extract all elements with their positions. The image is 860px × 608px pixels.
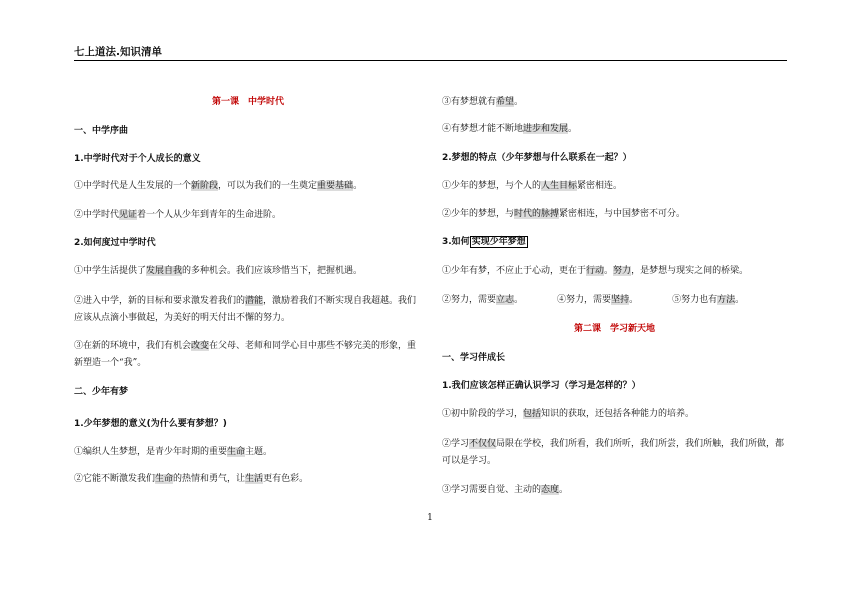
dream-traits-heading: 2.梦想的特点（少年梦想与什么联系在一起？） xyxy=(442,153,632,163)
dream-point-3: ③有梦想就有希望。 xyxy=(442,97,524,107)
effort-point-2: ②努力，需要立志。 xyxy=(442,295,524,305)
lesson-2-title: 第二课 学习新天地 xyxy=(573,324,655,334)
boxed-phrase: 实现少年梦想 xyxy=(471,237,526,247)
page-number: 1 xyxy=(427,513,433,523)
document-header-title: 七上道法.知识清单 xyxy=(74,46,162,58)
q1-point-1: ①中学时代是人生发展的一个新阶段，可以为我们的一生奠定重要基础。 xyxy=(74,181,363,191)
learning-point-2: ②学习不仅仅局限在学校，我们所看，我们所听，我们所尝，我们所触，我们所做，都可以是学习。 xyxy=(442,439,785,466)
question-3-heading: 1.少年梦想的意义(为什么要有梦想？) xyxy=(74,419,227,429)
effort-points xyxy=(442,293,787,308)
learning-point-1: ①初中阶段的学习，包括知识的获取，还包括各种能力的培养。 xyxy=(442,409,695,419)
dream-point-4: ④有梦想才能不断地进步和发展。 xyxy=(442,124,578,134)
q2-point-2: ②进入中学，新的目标和要求激发着我们的潜能，激励着我们不断实现自我超越。我们应该从点滴小事做起，为美好的明天付出不懈的努力。 xyxy=(74,296,417,323)
header-divider xyxy=(74,60,787,61)
effort-point-5: ⑤努力也有方法。 xyxy=(672,295,745,305)
learning-section-heading: 一、学习伴成长 xyxy=(442,353,506,363)
section-1-heading: 一、中学序曲 xyxy=(74,126,129,136)
lesson-1-title: 第一课 中学时代 xyxy=(211,97,284,107)
learning-point-3: ③学习需要自觉、主动的态度。 xyxy=(442,485,569,495)
section-2-heading: 二、少年有梦 xyxy=(74,387,129,397)
effort-point-4: ④努力，需要坚持。 xyxy=(557,295,639,305)
realize-point-1: ①少年有梦，不应止于心动，更在于行动。努力，是梦想与现实之间的桥梁。 xyxy=(442,266,749,276)
question-1-heading: 1.中学时代对于个人成长的意义 xyxy=(74,154,201,164)
q2-point-1: ①中学生活提供了发展自我的多种机会。我们应该珍惜当下，把握机遇。 xyxy=(74,266,363,276)
learning-question-heading: 1.我们应该怎样正确认识学习（学习是怎样的？） xyxy=(442,381,641,391)
trait-point-1: ①少年的梦想，与个人的人生目标紧密相连。 xyxy=(442,181,623,191)
q3-point-1: ①编织人生梦想，是青少年时期的重要生命主题。 xyxy=(74,447,273,457)
question-2-heading: 2.如何度过中学时代 xyxy=(74,238,156,248)
trait-point-2: ②少年的梦想，与时代的脉搏紧密相连，与中国梦密不可分。 xyxy=(442,209,686,219)
q3-point-2: ②它能不断激发我们生命的热情和勇气，让生活更有色彩。 xyxy=(74,474,309,484)
realize-dream-heading: 3.如何 实现少年梦想 xyxy=(442,237,526,247)
q2-point-3: ③在新的环境中，我们有机会改变在父母、老师和同学心目中那些不够完美的形象，重新塑造一个“我”。 xyxy=(74,341,417,368)
q1-point-2: ②中学时代见证着一个人从少年到青年的生命进阶。 xyxy=(74,210,282,220)
